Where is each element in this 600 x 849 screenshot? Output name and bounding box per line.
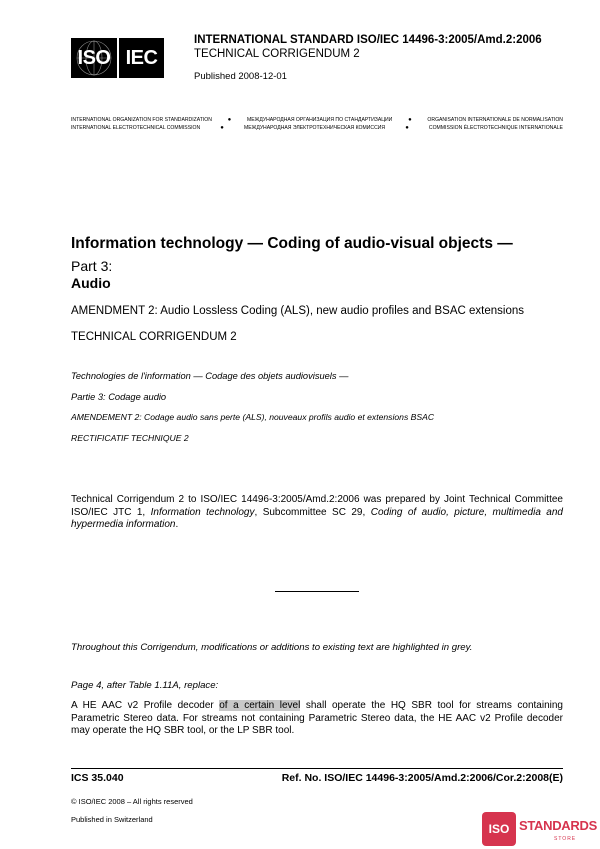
org-iso-ru: МЕЖДУНАРОДНАЯ ОРГАНИЗАЦИЯ ПО СТАНДАРТИЗАЦИИ xyxy=(247,117,393,123)
divider-short xyxy=(275,591,359,592)
amendment-title: AMENDMENT 2: Audio Lossless Coding (ALS), new audio profiles and BSAC extensions xyxy=(71,305,524,317)
part-number: Part 3: xyxy=(71,258,113,274)
iec-logo-text: IEC xyxy=(125,46,158,69)
document-title: Information technology — Coding of audio-visual objects — xyxy=(71,235,513,252)
replace-instruction: Page 4, after Table 1.11A, replace: xyxy=(71,680,219,691)
bullet-separator: ● xyxy=(408,117,412,123)
org-row-1 xyxy=(71,117,563,123)
org-iec-fr: COMMISSION ÉLECTROTECHNIQUE INTERNATIONALE xyxy=(428,125,563,131)
prepared-paragraph xyxy=(71,494,563,532)
highlight-note: Throughout this Corrigendum, modifications or additions to existing text are highlighted in grey. xyxy=(71,642,473,653)
standards-store-logo xyxy=(482,812,597,846)
french-amendment: AMENDEMENT 2: Codage audio sans perte (ALS), nouveaux profils audio et extensions BSAC xyxy=(71,412,435,422)
org-iec-en: INTERNATIONAL ELECTROTECHNICAL COMMISSION xyxy=(71,125,201,131)
highlighted-text: of a certain level xyxy=(219,700,301,711)
prepared-text-1: Technical Corrigendum 2 to ISO/IEC 14496-3:2005/Amd.2:2006 was prepared by Joint Technical Committee ISO/IEC JTC 1, xyxy=(71,494,563,518)
iec-logo xyxy=(119,38,164,78)
bullet-separator: ● xyxy=(405,125,409,131)
bullet-separator: ● xyxy=(227,117,232,123)
standard-subtitle: TECHNICAL CORRIGENDUM 2 xyxy=(194,48,360,60)
org-iec-ru: МЕЖДУНАРОДНАЯ ЭЛЕКТРОТЕХНИЧЕСКАЯ КОМИССИЯ xyxy=(243,125,386,131)
ics-number: ICS 35.040 xyxy=(71,772,124,784)
store-badge: ISO xyxy=(482,812,516,846)
standard-title: INTERNATIONAL STANDARD ISO/IEC 14496-3:2005/Amd.2:2006 xyxy=(194,34,542,46)
prepared-text-2: , Subcommittee SC 29, xyxy=(254,506,371,518)
replacement-paragraph xyxy=(71,700,563,738)
french-part: Partie 3: Codage audio xyxy=(71,392,167,402)
org-iso-en: INTERNATIONAL ORGANIZATION FOR STANDARDIZATION xyxy=(71,117,212,123)
org-row-2 xyxy=(71,125,563,131)
french-corrigendum: RECTIFICATIF TECHNIQUE 2 xyxy=(71,433,189,443)
part-name: Audio xyxy=(71,275,111,291)
prepared-subcommittee: Coding of audio, picture, multimedia and hypermedia information xyxy=(71,506,563,530)
published-in: Published in Switzerland xyxy=(71,815,153,824)
iso-logo xyxy=(71,38,117,78)
bullet-separator: ● xyxy=(220,125,224,131)
corrigendum-title: TECHNICAL CORRIGENDUM 2 xyxy=(71,331,237,343)
copyright: © ISO/IEC 2008 – All rights reserved xyxy=(71,797,193,806)
reference-number: Ref. No. ISO/IEC 14496-3:2005/Amd.2:2006/Cor.2:2008(E) xyxy=(281,772,563,784)
published-date: Published 2008-12-01 xyxy=(194,71,287,82)
org-iso-fr: ORGANISATION INTERNATIONALE DE NORMALISATION xyxy=(427,117,563,123)
iso-logo-text: ISO xyxy=(77,46,111,69)
prepared-committee: Information technology xyxy=(150,506,255,518)
replacement-text-1: A HE AAC v2 Profile decoder xyxy=(71,700,220,711)
prepared-text-3: . xyxy=(175,519,179,530)
french-title: Technologies de l'information — Codage des objets audiovisuels — xyxy=(71,371,349,381)
store-sub: STORE xyxy=(554,836,577,842)
replacement-text-2: shall operate the HQ SBR tool for streams containing Parametric Stereo data. For streams not containing Parametric Stereo data, the HE AAC v2 Profile decoder may operate the HQ SBR tool, or the LP SBR tool. xyxy=(71,700,563,736)
store-name: STANDARDS xyxy=(519,818,597,833)
footer-divider xyxy=(71,768,563,769)
